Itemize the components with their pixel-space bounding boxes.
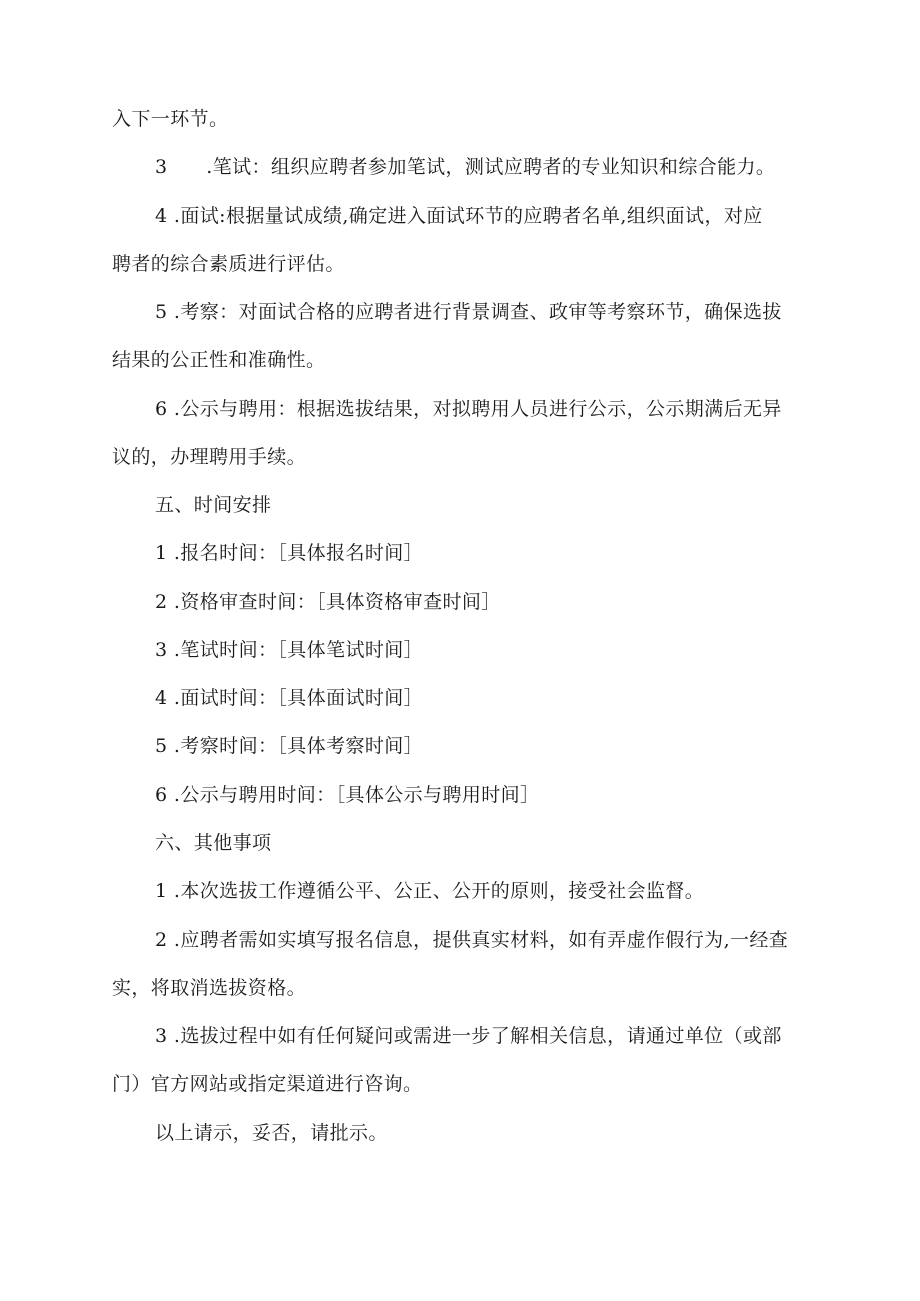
text-line-interview: 4 .面试:根据量试成绩,确定进入面试环节的应聘者名单,组织面试，对应 (155, 205, 763, 227)
text-line-publicity: 6 .公示与聘用：根据选拔结果，对拟聘用人员进行公示，公示期满后无异 (155, 398, 782, 420)
other-item-fairness: 1 .本次选拔工作遵循公平、公正、公开的原则，接受社会监督。 (155, 880, 705, 902)
schedule-item-written-test: 3 .笔试时间：［具体笔试时间］ (155, 639, 424, 661)
text-line-inspection-cont: 结果的公正性和准确性。 (112, 349, 326, 371)
schedule-item-qualification: 2 .资格审查时间：［具体资格审查时间］ (155, 591, 501, 613)
schedule-item-inspection: 5 .考察时间：［具体考察时间］ (155, 735, 424, 757)
text-line-interview-cont: 聘者的综合素质进行评估。 (112, 253, 345, 275)
text-line-written-test: 3 .笔试：组织应聘者参加笔试，测试应聘者的专业知识和综合能力。 (155, 156, 776, 178)
other-item-inquiry: 3 .选拔过程中如有任何疑问或需进一步了解相关信息，请通过单位（或部 (155, 1025, 782, 1047)
schedule-item-publicity: 6 .公示与聘用时间：［具体公示与聘用时间］ (155, 784, 540, 806)
section-heading-other-matters: 六、其他事项 (155, 832, 272, 854)
text-line-inspection: 5 .考察：对面试合格的应聘者进行背景调查、政审等考察环节，确保选拔 (155, 301, 782, 323)
other-item-inquiry-cont: 门）官方网站或指定渠道进行咨询。 (112, 1073, 423, 1095)
text-line-publicity-cont: 议的，办理聘用手续。 (112, 446, 307, 468)
schedule-item-interview: 4 .面试时间：［具体面试时间］ (155, 687, 424, 709)
schedule-item-registration: 1 .报名时间：［具体报名时间］ (155, 542, 424, 564)
other-item-honesty-cont: 实，将取消选拔资格。 (112, 977, 307, 999)
other-item-honesty: 2 .应聘者需如实填写报名信息，提供真实材料，如有弄虚作假行为,一经查 (155, 929, 789, 951)
text-line-continuation: 入下一环节。 (112, 108, 229, 130)
section-heading-schedule: 五、时间安排 (155, 494, 272, 516)
closing-request-line: 以上请示，妥否，请批示。 (155, 1122, 388, 1144)
